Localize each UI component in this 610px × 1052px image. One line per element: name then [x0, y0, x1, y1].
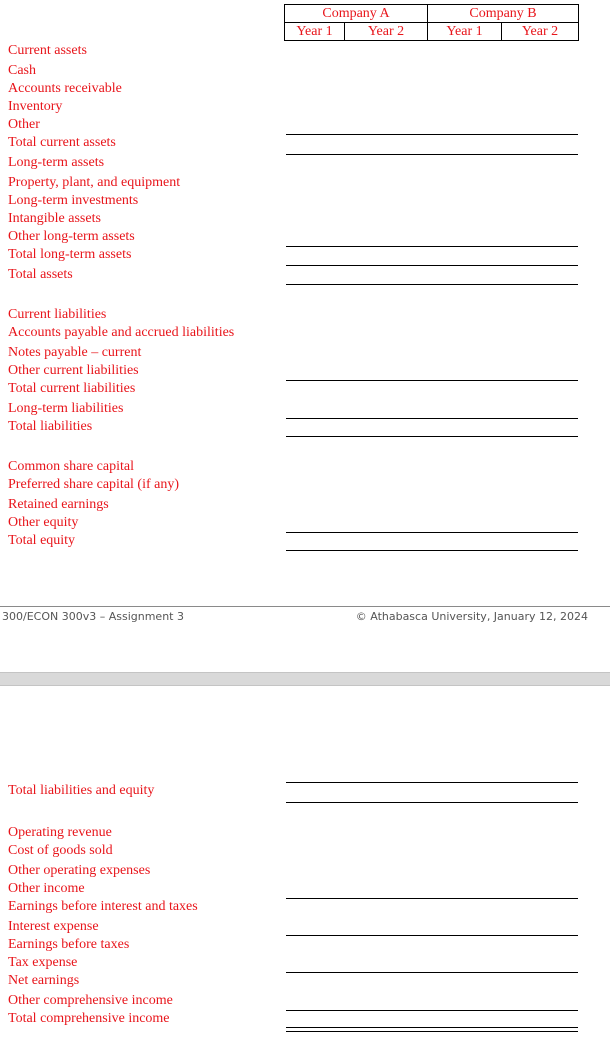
- label-earnings-before-taxes: Earnings before taxes: [8, 937, 130, 952]
- label-current-liabilities: Current liabilities: [8, 307, 107, 322]
- sum-line: [286, 898, 578, 899]
- sum-line: [286, 436, 578, 437]
- label-ebit: Earnings before interest and taxes: [8, 899, 198, 914]
- label-interest-expense: Interest expense: [8, 919, 99, 934]
- company-b-year-2: Year 2: [502, 23, 579, 41]
- footer-rule: [0, 606, 610, 607]
- label-long-term-investments: Long-term investments: [8, 193, 139, 208]
- label-ppe: Property, plant, and equipment: [8, 175, 181, 190]
- label-long-term-assets: Long-term assets: [8, 155, 105, 170]
- company-a-year-2: Year 2: [345, 23, 428, 41]
- page-break: [0, 672, 610, 686]
- sum-line: [286, 532, 578, 533]
- label-other-operating-expenses: Other operating expenses: [8, 863, 151, 878]
- footer-copyright: © Athabasca University, January 12, 2024: [355, 610, 588, 623]
- sum-line: [286, 550, 578, 551]
- label-tax-expense: Tax expense: [8, 955, 78, 970]
- sum-line: [286, 782, 578, 783]
- footer-course: 300/ECON 300v3 – Assignment 3: [2, 610, 184, 623]
- label-inventory: Inventory: [8, 99, 63, 114]
- label-long-term-liabilities: Long-term liabilities: [8, 401, 124, 416]
- label-other: Other: [8, 117, 40, 132]
- label-intangible-assets: Intangible assets: [8, 211, 101, 226]
- label-cash: Cash: [8, 63, 36, 78]
- label-other-income: Other income: [8, 881, 85, 896]
- double-underline-bottom: [286, 1031, 578, 1032]
- label-other-comprehensive-income: Other comprehensive income: [8, 993, 173, 1008]
- sum-line: [286, 265, 578, 266]
- company-b-year-1: Year 1: [428, 23, 502, 41]
- label-total-liabilities-and-equity: Total liabilities and equity: [8, 783, 155, 798]
- sum-line: [286, 246, 578, 247]
- label-net-earnings: Net earnings: [8, 973, 80, 988]
- label-cost-of-goods-sold: Cost of goods sold: [8, 843, 113, 858]
- label-retained-earnings: Retained earnings: [8, 497, 109, 512]
- label-accounts-receivable: Accounts receivable: [8, 81, 122, 96]
- sum-line: [286, 802, 578, 803]
- label-total-liabilities: Total liabilities: [8, 419, 93, 434]
- label-total-assets: Total assets: [8, 267, 73, 282]
- label-preferred-share-capital: Preferred share capital (if any): [8, 477, 180, 492]
- label-total-current-assets: Total current assets: [8, 135, 116, 150]
- company-b-header: Company B: [428, 5, 579, 23]
- sum-line: [286, 380, 578, 381]
- sum-line: [286, 284, 578, 285]
- label-total-current-liabilities: Total current liabilities: [8, 381, 136, 396]
- sum-line: [286, 972, 578, 973]
- label-total-equity: Total equity: [8, 533, 76, 548]
- label-other-equity: Other equity: [8, 515, 79, 530]
- company-a-header: Company A: [285, 5, 428, 23]
- label-other-current-liabilities: Other current liabilities: [8, 363, 139, 378]
- label-other-long-term-assets: Other long-term assets: [8, 229, 135, 244]
- label-notes-payable: Notes payable – current: [8, 345, 142, 360]
- label-accounts-payable: Accounts payable and accrued liabilities: [8, 325, 235, 340]
- column-header-table: [284, 4, 579, 41]
- label-total-comprehensive-income: Total comprehensive income: [8, 1011, 170, 1026]
- company-a-year-1: Year 1: [285, 23, 345, 41]
- sum-line: [286, 134, 578, 135]
- sum-line: [286, 154, 578, 155]
- sum-line: [286, 418, 578, 419]
- sum-line: [286, 1010, 578, 1011]
- label-operating-revenue: Operating revenue: [8, 825, 112, 840]
- sum-line: [286, 935, 578, 936]
- label-current-assets: Current assets: [8, 43, 87, 58]
- label-common-share-capital: Common share capital: [8, 459, 134, 474]
- double-underline-top: [286, 1027, 578, 1028]
- label-total-long-term-assets: Total long-term assets: [8, 247, 132, 262]
